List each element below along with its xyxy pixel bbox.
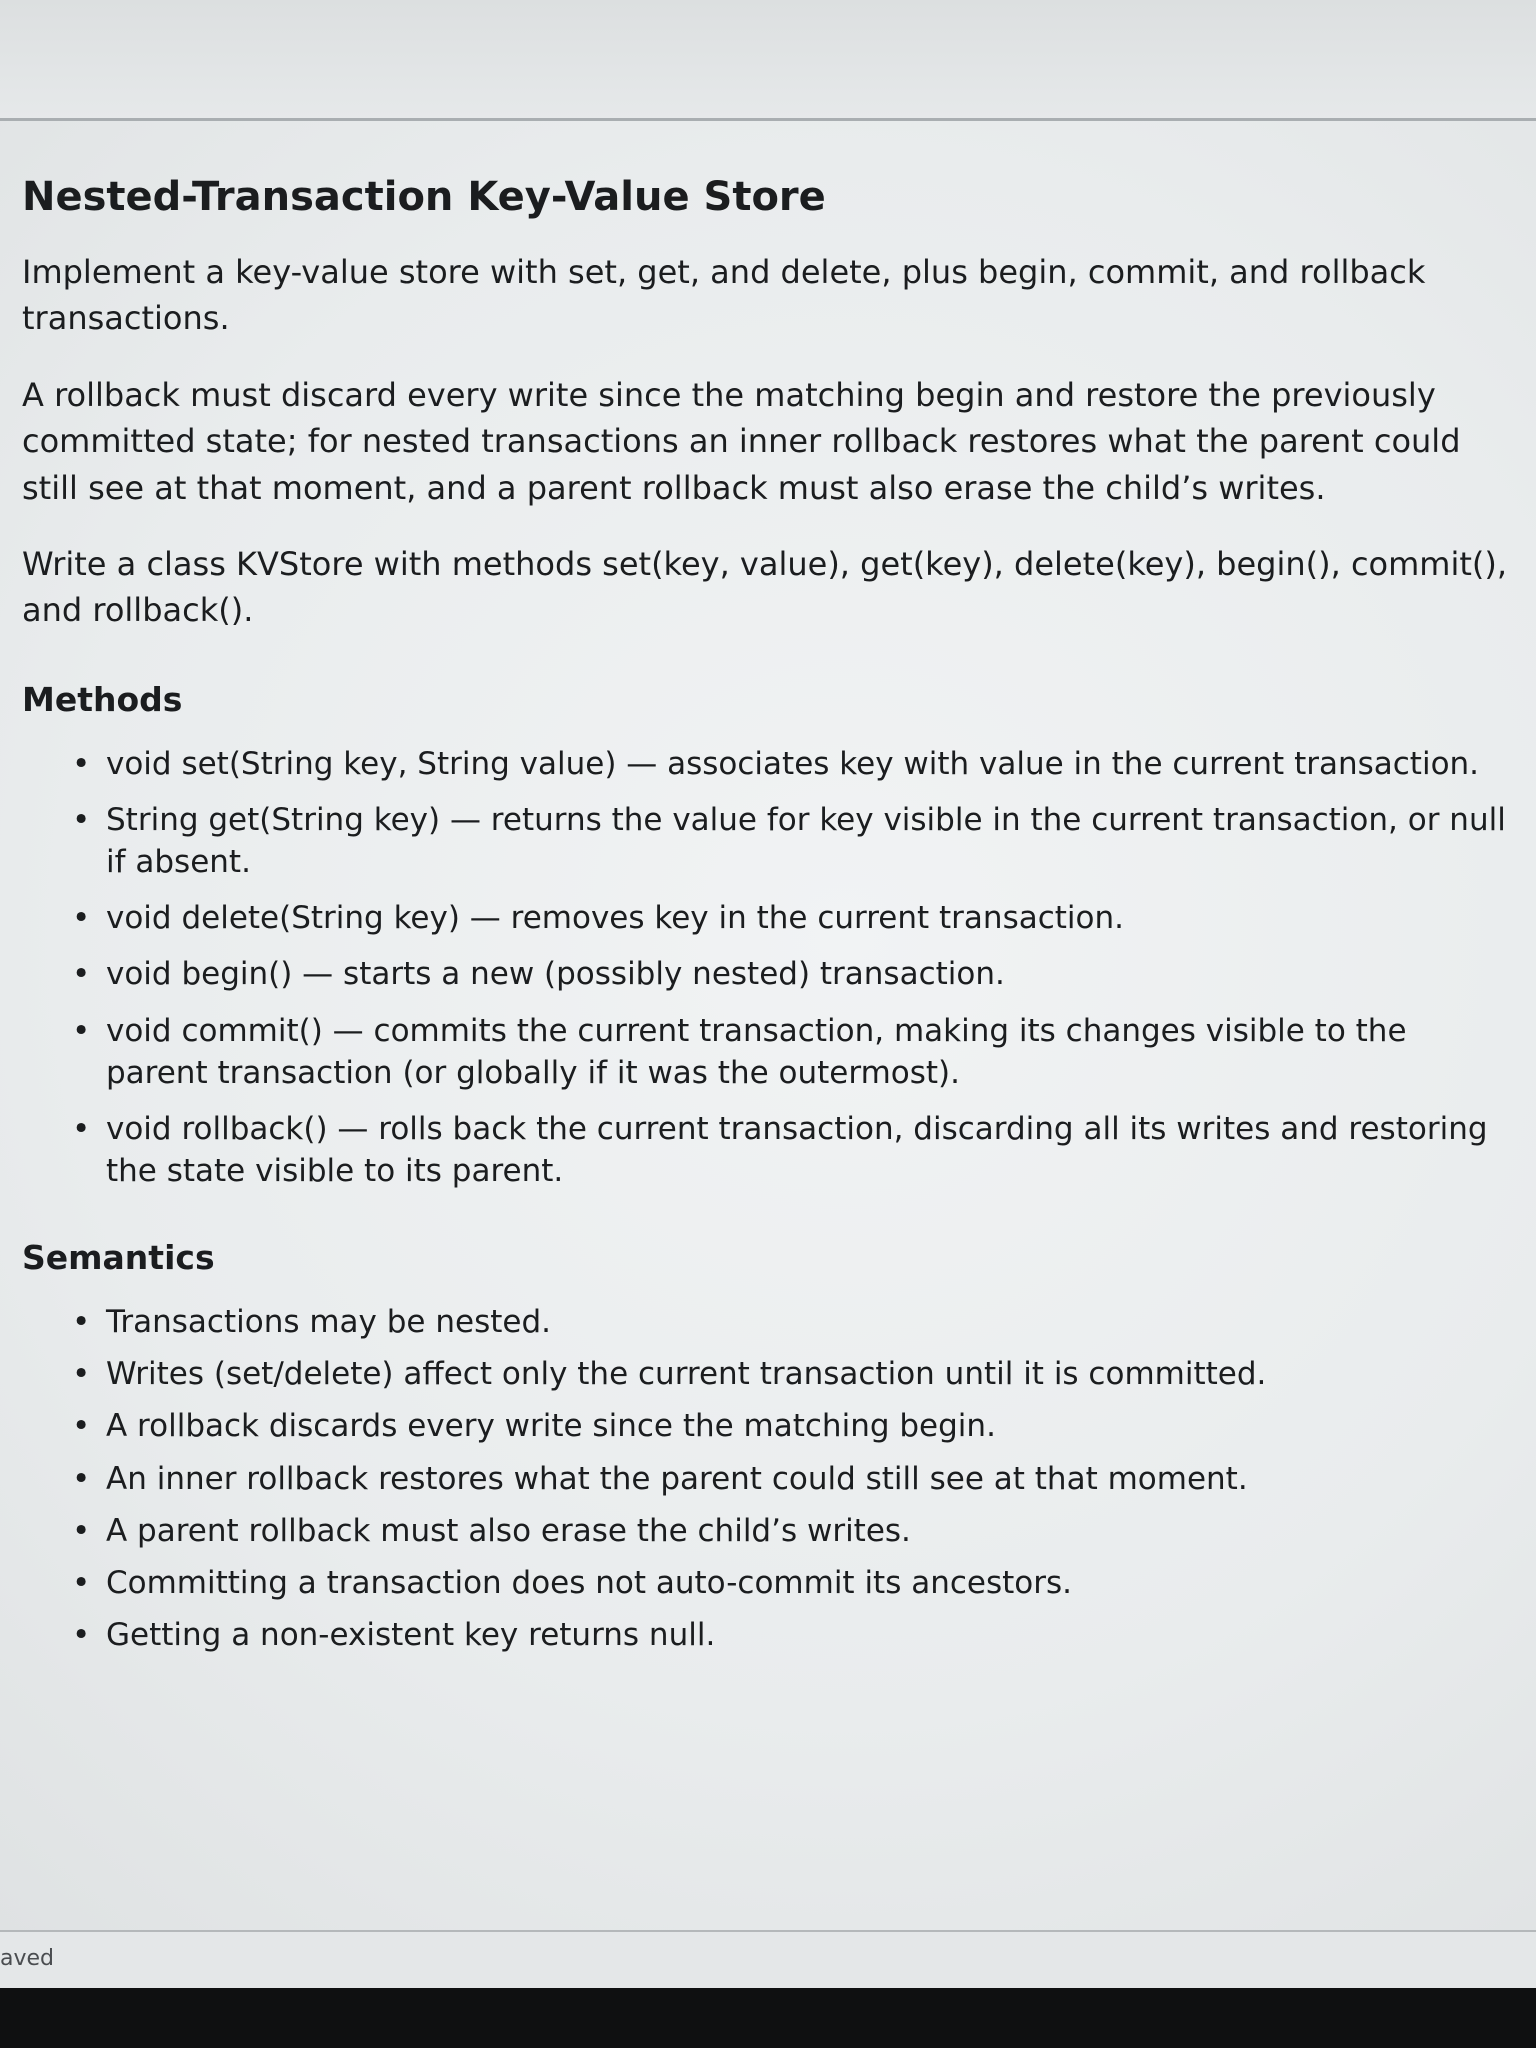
methods-heading: Methods bbox=[22, 679, 183, 719]
list-item bbox=[72, 743, 1512, 785]
save-status: aved bbox=[0, 1946, 55, 1971]
list-item bbox=[72, 1458, 1512, 1500]
bullet-icon: • bbox=[72, 900, 91, 937]
bullet-icon: • bbox=[72, 1110, 91, 1147]
methods-list bbox=[22, 743, 1512, 1192]
bullet-icon: • bbox=[72, 1460, 91, 1497]
bullet-icon: • bbox=[72, 1304, 91, 1341]
method-begin: void begin() — starts a new (possibly nested) transaction. bbox=[106, 956, 1005, 993]
bullet-icon: • bbox=[72, 745, 91, 782]
semantic-rule: Writes (set/delete) affect only the current transaction until it is committed. bbox=[106, 1356, 1267, 1393]
list-item bbox=[72, 1510, 1512, 1552]
semantics-heading: Semantics bbox=[22, 1238, 215, 1278]
semantic-rule: Committing a transaction does not auto-commit its ancestors. bbox=[106, 1564, 1072, 1601]
list-item bbox=[72, 953, 1512, 995]
list-item bbox=[72, 799, 1512, 883]
semantic-rule: A rollback discards every write since the matching begin. bbox=[106, 1408, 996, 1445]
bullet-icon: • bbox=[72, 1356, 91, 1393]
bullet-icon: • bbox=[72, 801, 91, 838]
list-item bbox=[72, 1010, 1512, 1094]
semantic-rule: Getting a non-existent key returns null. bbox=[106, 1617, 716, 1654]
list-item bbox=[72, 1614, 1512, 1656]
semantic-rule: An inner rollback restores what the parent could still see at that moment. bbox=[106, 1460, 1248, 1497]
list-item bbox=[72, 897, 1512, 939]
list-item bbox=[72, 1405, 1512, 1447]
list-item bbox=[72, 1301, 1512, 1343]
intro-paragraph: Implement a key-value store with set, get, and delete, plus begin, commit, and rollback transactions. bbox=[22, 253, 1426, 338]
method-delete: void delete(String key) — removes key in the current transaction. bbox=[106, 900, 1124, 937]
semantics-list bbox=[22, 1301, 1512, 1656]
semantic-rule: Transactions may be nested. bbox=[106, 1304, 551, 1341]
method-commit: void commit() — commits the current transaction, making its changes visible to the parent transaction (or globally if it was the outermost). bbox=[106, 1012, 1407, 1091]
list-item bbox=[72, 1108, 1512, 1192]
bullet-icon: • bbox=[72, 1564, 91, 1601]
rollback-paragraph: A rollback must discard every write since the matching begin and restore the previously committed state; for nested transactions an inner rollback restores what the parent could still see at that moment, and a parent rollback must also erase the child’s writes. bbox=[22, 375, 1461, 507]
monitor-bezel bbox=[0, 1988, 1536, 2048]
list-item bbox=[72, 1353, 1512, 1395]
list-item bbox=[72, 1562, 1512, 1604]
problem-panel[interactable] bbox=[0, 121, 1536, 1931]
bullet-icon: • bbox=[72, 1012, 91, 1049]
class-paragraph: Write a class KVStore with methods set(key, value), get(key), delete(key), begin(), commit(), and rollback(). bbox=[22, 544, 1508, 630]
bullet-icon: • bbox=[72, 1408, 91, 1445]
problem-title: Nested-Transaction Key-Value Store bbox=[22, 174, 826, 220]
bullet-icon: • bbox=[72, 956, 91, 993]
browser-top-area bbox=[0, 0, 1536, 120]
method-set: void set(String key, String value) — associates key with value in the current transaction. bbox=[106, 745, 1480, 782]
problem-description bbox=[22, 173, 1512, 1666]
status-bar bbox=[0, 1932, 1536, 1988]
bullet-icon: • bbox=[72, 1512, 91, 1549]
method-rollback: void rollback() — rolls back the current transaction, discarding all its writes and restoring the state visible to its parent. bbox=[106, 1110, 1488, 1189]
method-get: String get(String key) — returns the value for key visible in the current transaction, or null if absent. bbox=[106, 801, 1506, 881]
semantic-rule: A parent rollback must also erase the child’s writes. bbox=[106, 1512, 911, 1549]
bullet-icon: • bbox=[72, 1617, 91, 1654]
